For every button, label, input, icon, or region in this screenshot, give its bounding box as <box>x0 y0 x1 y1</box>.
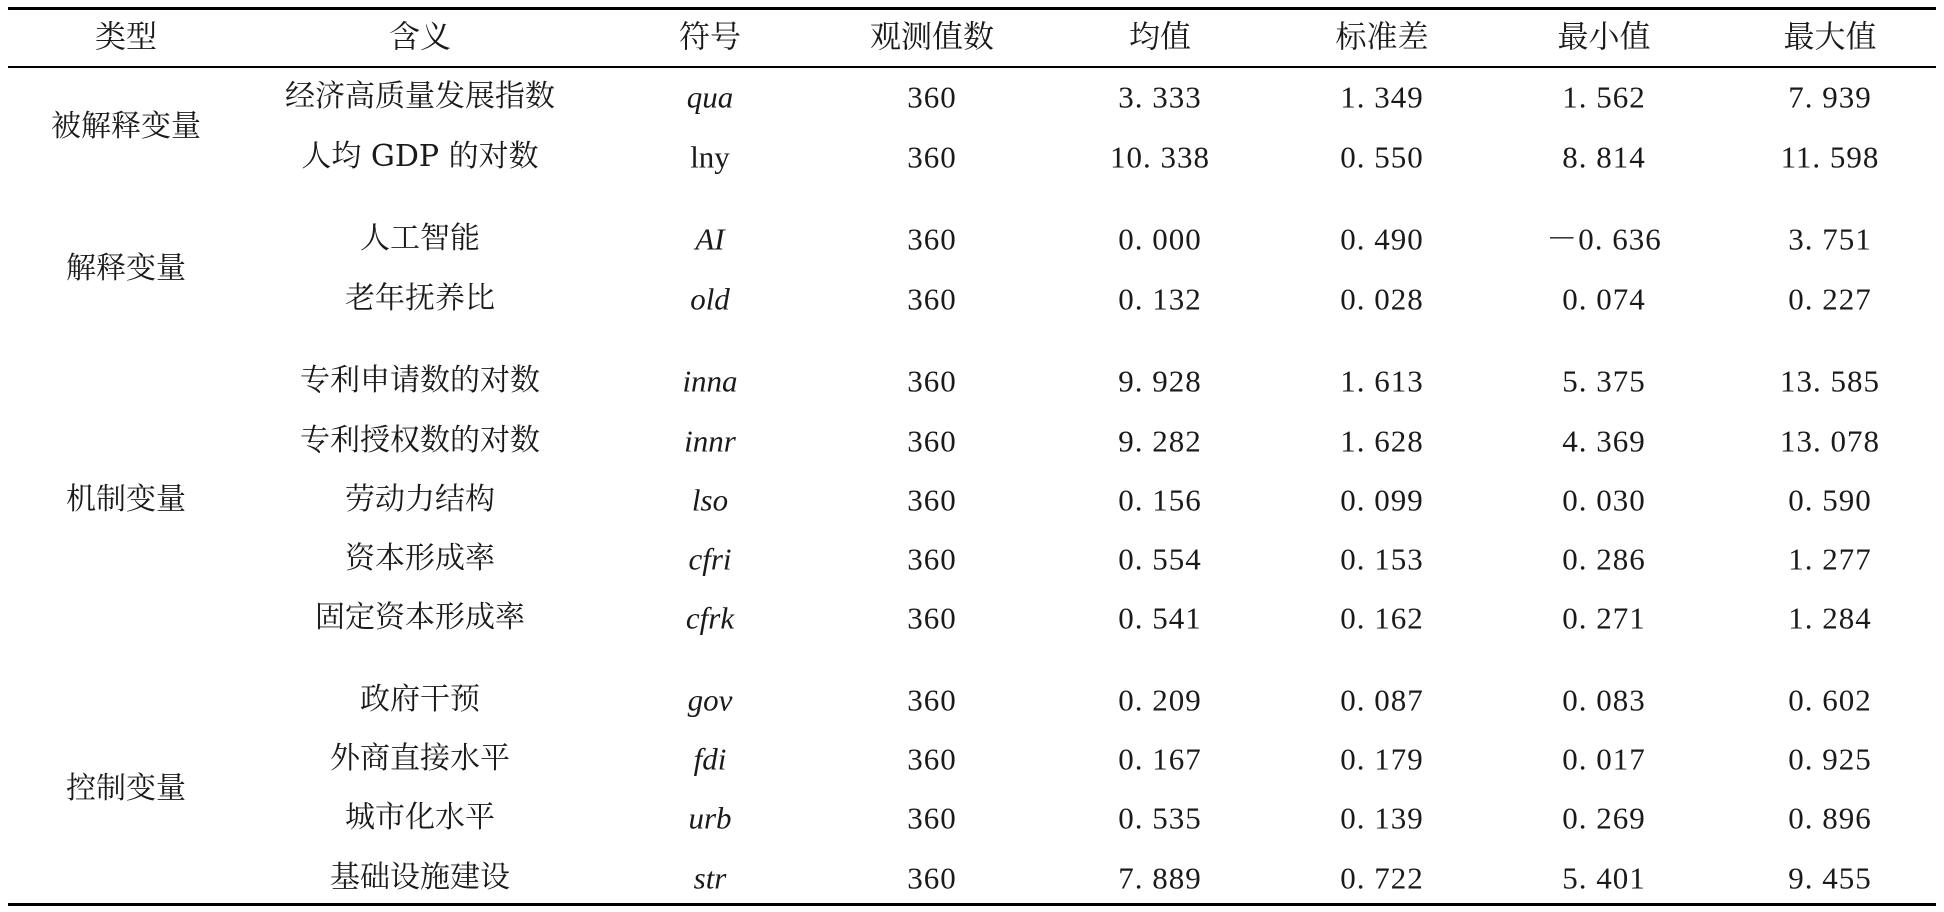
std-dev-cell: 0. 490 <box>1340 221 1424 257</box>
observations-cell: 360 <box>907 363 957 399</box>
variable-meaning-cell: 外商直接水平 <box>330 741 510 776</box>
mean-cell: 9. 282 <box>1118 423 1202 459</box>
min-cell: 0. 030 <box>1562 482 1646 518</box>
observations-cell: 360 <box>907 281 957 317</box>
top-rule <box>8 7 1936 10</box>
std-dev-cell: 1. 349 <box>1340 79 1424 115</box>
std-dev-cell: 1. 613 <box>1340 363 1424 399</box>
mean-cell: 0. 167 <box>1118 741 1202 777</box>
header-symbol: 符号 <box>679 19 741 56</box>
variable-meaning-cell: 劳动力结构 <box>345 482 495 517</box>
variable-symbol-cell: AI <box>695 221 725 257</box>
observations-cell: 360 <box>907 423 957 459</box>
group-type-label: 机制变量 <box>66 482 186 517</box>
max-cell: 11. 598 <box>1780 139 1880 175</box>
std-dev-cell: 0. 087 <box>1340 682 1424 718</box>
mean-cell: 0. 132 <box>1118 281 1202 317</box>
min-cell: 5. 401 <box>1562 860 1646 896</box>
mean-cell: 0. 156 <box>1118 482 1202 518</box>
header-min: 最小值 <box>1557 19 1651 56</box>
mean-cell: 3. 333 <box>1118 79 1202 115</box>
variable-symbol-cell: qua <box>686 79 734 115</box>
variable-meaning-cell: 人工智能 <box>360 221 480 256</box>
variable-meaning-cell: 资本形成率 <box>345 541 495 576</box>
variable-meaning-cell: 专利申请数的对数 <box>300 363 540 398</box>
header-type: 类型 <box>95 19 157 56</box>
observations-cell: 360 <box>907 600 957 636</box>
min-cell: 0. 269 <box>1562 800 1646 836</box>
std-dev-cell: 0. 153 <box>1340 541 1424 577</box>
max-cell: 0. 925 <box>1788 741 1872 777</box>
variable-symbol-cell: cfrk <box>685 600 735 636</box>
min-cell: －0. 636 <box>1546 221 1662 257</box>
max-cell: 7. 939 <box>1788 79 1872 115</box>
header-std-dev: 标准差 <box>1335 19 1429 56</box>
variable-symbol-cell: cfri <box>688 541 732 577</box>
min-cell: 0. 083 <box>1562 682 1646 718</box>
mean-cell: 9. 928 <box>1118 363 1202 399</box>
variable-symbol-cell: inna <box>682 363 738 399</box>
max-cell: 0. 602 <box>1788 682 1872 718</box>
observations-cell: 360 <box>907 482 957 518</box>
max-cell: 13. 585 <box>1780 363 1880 399</box>
variable-symbol-cell: fdi <box>693 741 727 777</box>
variable-meaning-cell: 经济高质量发展指数 <box>285 79 555 114</box>
max-cell: 0. 896 <box>1788 800 1872 836</box>
bottom-rule <box>8 903 1936 906</box>
header-meaning: 含义 <box>389 19 451 56</box>
variable-meaning-cell: 人均 GDP 的对数 <box>301 139 539 174</box>
observations-cell: 360 <box>907 221 957 257</box>
min-cell: 4. 369 <box>1562 423 1646 459</box>
variable-meaning-cell: 城市化水平 <box>345 800 495 835</box>
variable-meaning-cell: 固定资本形成率 <box>315 600 525 635</box>
variable-symbol-cell: innr <box>684 423 736 459</box>
std-dev-cell: 1. 628 <box>1340 423 1424 459</box>
max-cell: 0. 590 <box>1788 482 1872 518</box>
observations-cell: 360 <box>907 741 957 777</box>
mean-cell: 10. 338 <box>1110 139 1210 175</box>
std-dev-cell: 0. 162 <box>1340 600 1424 636</box>
variable-meaning-cell: 政府干预 <box>360 682 480 717</box>
group-type-label: 控制变量 <box>66 771 186 806</box>
observations-cell: 360 <box>907 541 957 577</box>
observations-cell: 360 <box>907 860 957 896</box>
variable-symbol-cell: urb <box>688 800 732 836</box>
min-cell: 5. 375 <box>1562 363 1646 399</box>
std-dev-cell: 0. 550 <box>1340 139 1424 175</box>
max-cell: 3. 751 <box>1788 221 1872 257</box>
min-cell: 1. 562 <box>1562 79 1646 115</box>
min-cell: 0. 286 <box>1562 541 1646 577</box>
group-type-label: 解释变量 <box>66 251 186 286</box>
mean-cell: 0. 535 <box>1118 800 1202 836</box>
observations-cell: 360 <box>907 79 957 115</box>
variable-meaning-cell: 基础设施建设 <box>330 860 510 895</box>
variable-symbol-cell: old <box>690 281 730 317</box>
mean-cell: 7. 889 <box>1118 860 1202 896</box>
max-cell: 9. 455 <box>1788 860 1872 896</box>
header-rule <box>8 66 1936 68</box>
mean-cell: 0. 209 <box>1118 682 1202 718</box>
std-dev-cell: 0. 139 <box>1340 800 1424 836</box>
variable-symbol-cell: gov <box>687 682 733 718</box>
observations-cell: 360 <box>907 800 957 836</box>
variable-symbol-cell: str <box>693 860 727 896</box>
variable-symbol-cell: lny <box>690 139 730 175</box>
header-observations: 观测值数 <box>870 19 994 56</box>
max-cell: 1. 284 <box>1788 600 1872 636</box>
min-cell: 8. 814 <box>1562 139 1646 175</box>
max-cell: 13. 078 <box>1780 423 1880 459</box>
std-dev-cell: 0. 179 <box>1340 741 1424 777</box>
std-dev-cell: 0. 099 <box>1340 482 1424 518</box>
mean-cell: 0. 000 <box>1118 221 1202 257</box>
variable-symbol-cell: lso <box>691 482 729 518</box>
mean-cell: 0. 541 <box>1118 600 1202 636</box>
min-cell: 0. 017 <box>1562 741 1646 777</box>
std-dev-cell: 0. 722 <box>1340 860 1424 896</box>
std-dev-cell: 0. 028 <box>1340 281 1424 317</box>
max-cell: 0. 227 <box>1788 281 1872 317</box>
observations-cell: 360 <box>907 139 957 175</box>
variable-meaning-cell: 专利授权数的对数 <box>300 423 540 458</box>
header-mean: 均值 <box>1129 19 1191 56</box>
group-type-label: 被解释变量 <box>51 109 201 144</box>
header-max: 最大值 <box>1783 19 1877 56</box>
mean-cell: 0. 554 <box>1118 541 1202 577</box>
variable-meaning-cell: 老年抚养比 <box>345 281 495 316</box>
observations-cell: 360 <box>907 682 957 718</box>
min-cell: 0. 074 <box>1562 281 1646 317</box>
max-cell: 1. 277 <box>1788 541 1872 577</box>
min-cell: 0. 271 <box>1562 600 1646 636</box>
